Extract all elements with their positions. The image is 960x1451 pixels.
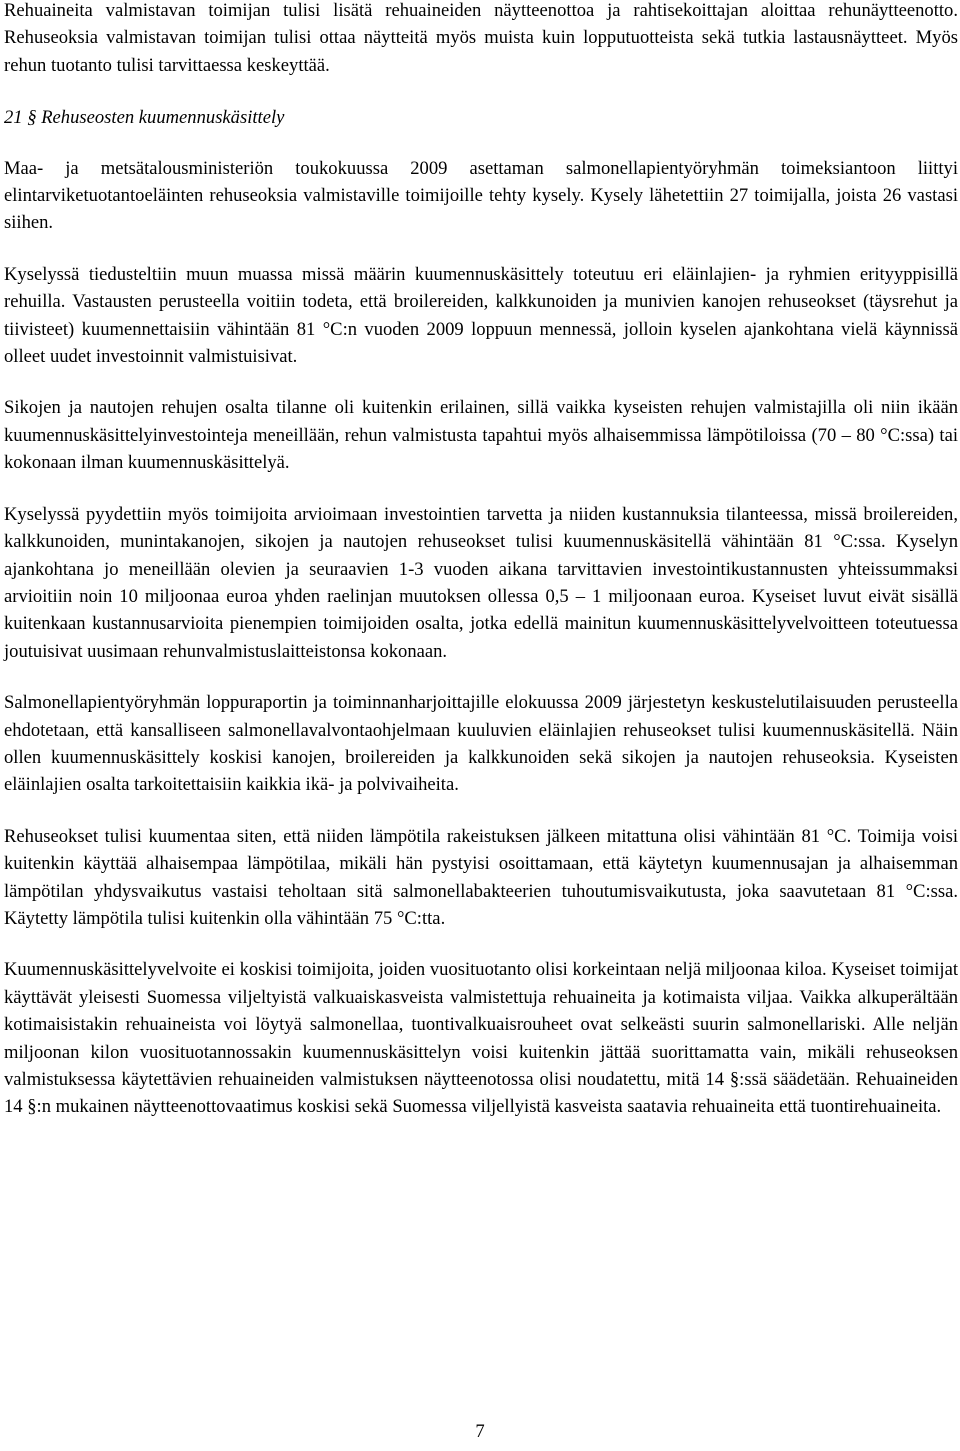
body-paragraph-3: Sikojen ja nautojen rehujen osalta tilanne oli kuitenkin erilainen, sillä vaikka kyseisten rehujen valmistajilla oli niin ikään kuumennuskäsittelyinvestointeja meneillään, rehun valmistusta tapahtui myös alhaisemmissa lämpötiloissa (70 – 80 °C:ssa) tai kokonaan ilman kuumennuskäsittelyä.: [4, 397, 958, 474]
section-heading: 21 § Rehuseosten kuumennuskäsittely: [4, 107, 285, 129]
page-number: 7: [475, 1421, 485, 1442]
body-paragraph-1: Maa- ja metsätalousministeriön toukokuussa 2009 asettaman salmonellapientyöryhmän toimeksiantoon liittyi elintarviketuotantoeläinten rehuseoksia valmistaville toimijoille tehty kysely. Kysely lähetettiin 27 toimijalla, joista 26 vastasi siihen.: [4, 157, 958, 234]
body-paragraph-2: Kyselyssä tiedusteltiin muun muassa missä määrin kuumennuskäsittely toteutuu eri eläinlajien- ja ryhmien erityyppisillä rehuilla. Vastausten perusteella voitiin todeta, että broilereiden, kalkkunoiden ja munivien kanojen rehuseokset (täysrehut ja tiivisteet) kuumennettaisiin vähintään 81 °C:n vuoden 2009 loppuun mennessä, jolloin kyselen ajankohtana vielä käynnissä olleet uudet investoinnit valmistuisivat.: [4, 263, 958, 368]
body-paragraph-7: Kuumennuskäsittelyvelvoite ei koskisi toimijoita, joiden vuosituotanto olisi korkeintaan neljä miljoonaa kiloa. Kyseiset toimijat käyttävät yleisesti Suomessa viljeltyistä valkuaiskasveista valmistettuja rehuaineita ja kotimaista viljaa. Vaikka alkuperältään kotimaisistakin rehuaineista voi löytyä salmonellaa, tuontivalkuaisrouheet ovat selkeästi suurin salmonellariski. Alle neljän miljoonan kilon vuosituotannossakin kuumennuskäsittelyn voisi kuitenkin jättää suorittamatta vain, mikäli rehuseoksen valmistuksessa käytettävien rehuaineiden valmistuksen näytteenotossa olisi noudatettu, mitä 14 §:ssä säädetään. Rehuaineiden 14 §:n mukainen näytteenottovaatimus koskisi sekä Suomessa viljellyistä kasveista saatavia rehuaineita että tuontirehuaineita.: [4, 959, 958, 1118]
body-paragraph-5: Salmonellapientyöryhmän loppuraportin ja toiminnanharjoittajille elokuussa 2009 järjestetyn keskustelutilaisuuden perusteella ehdotetaan, että kansalliseen salmonellavalvontaohjelmaan kuuluvien eläinlajien rehuseokset tulisi kuumennuskäsitellä. Näin ollen kuumennuskäsittely koskisi kanojen, broilereiden ja kalkkunoiden sekä sikojen ja nautojen rehuseoksia. Kyseisten eläinlajien osalta tarkoitettaisiin kaikkia ikä- ja polvivaiheita.: [4, 692, 958, 796]
document-page: [4, 0, 958, 1121]
body-paragraph-4: Kyselyssä pyydettiin myös toimijoita arvioimaan investointien tarvetta ja niiden kustannuksia tilanteessa, missä broilereiden, kalkkunoiden, munintakanojen, sikojen ja nautojen rehuseokset tulisi kuumennuskäsitellä vähintään 81 °C:ssa. Kyselyn ajankohtana jo meneillään olevien ja seuraavien 1-3 vuoden aikana tarvittavien investointikustannusten yhteissummaksi arvioitiin noin 10 miljoonaa euroa yhden raelinjan muutoksen ollessa 0,5 – 1 miljoonaan euroa. Kyseiset luvut eivät sisällä kuitenkaan kustannusarvioita pienempien toimijoiden osalta, jotka edellä mainitun kuumennuskäsittelyvelvoitteen toteutuessa joutuisivat uusimaan rehunvalmistuslaitteistonsa kokonaan.: [4, 503, 958, 662]
intro-paragraph: Rehuaineita valmistavan toimijan tulisi lisätä rehuaineiden näytteenottoa ja rahtisekoittajan aloittaa rehunäytteenotto. Rehuseoksia valmistavan toimijan tulisi ottaa näytteitä myös muista kuin lopputuotteista sekä tutkia lastausnäytteet. Myös rehun tuotanto tulisi tarvittaessa keskeyttää.: [4, 0, 958, 76]
body-paragraph-6: Rehuseokset tulisi kuumentaa siten, että niiden lämpötila rakeistuksen jälkeen mitattuna olisi vähintään 81 °C. Toimija voisi kuitenkin käyttää alhaisempaa lämpötilaa, mikäli hän pystyisi osoittamaan, että käytetyn kuumennusajan ja alhaisemman lämpötilan yhdysvaikutus vastaisi teholtaan sitä salmonellabakteerien tuhoutumisvaikutusta, joka saavutetaan 81 °C:ssa. Käytetty lämpötila tulisi kuitenkin olla vähintään 75 °C:tta.: [4, 825, 958, 929]
